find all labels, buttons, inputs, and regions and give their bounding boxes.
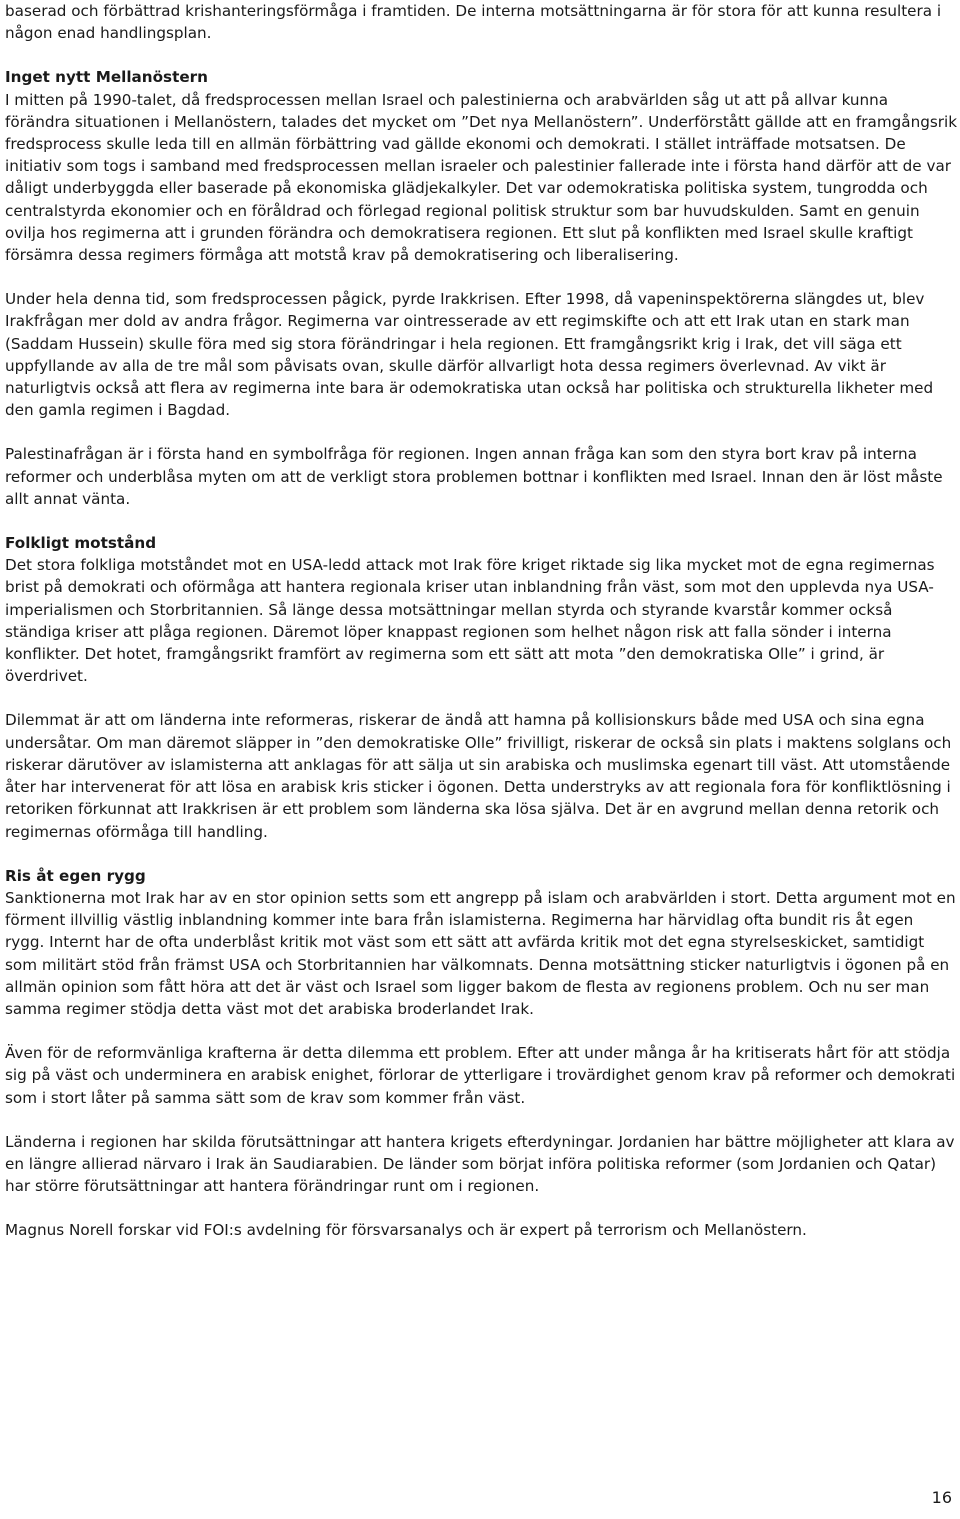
section-heading: Ris åt egen rygg xyxy=(5,866,146,885)
section-inget-nytt-mellanostern xyxy=(5,66,957,266)
paragraph-dilemmat: Dilemmat är att om länderna inte reformeras, riskerar de ändå att hamna på kollisionskurs både med USA och sina egna undersåtar. Om man däremot släpper in ”den demokratiske Olle” frivilligt, riskerar de också sin plats i maktens solglans och riskerar därutöver av islamisterna att anklagas för att sälja ut sin arabiska och muslimska egenart till väst. Att utomstående åter har intervenerat för att lösa en arabisk kris sticker i ögonen. Detta understryks av att regionala fora för konfliktlösning i retoriken förkunnat att Irakkrisen är ett problem som länderna ska lösa själva. Det är en avgrund mellan denna retorik och regimernas oförmåga till handling. xyxy=(5,711,952,841)
page-number: 16 xyxy=(931,1488,952,1507)
section-heading: Inget nytt Mellanöstern xyxy=(5,68,208,87)
paragraph-palestinafragan: Palestinafrågan är i första hand en symbolfråga för regionen. Ingen annan fråga kan som den styra bort krav på interna reformer och underblåsa myten om att de verkligt stora problemen bottnar i konflikten med Israel. Innan den är löst måste allt annat vänta. xyxy=(5,445,943,508)
section-heading: Folkligt motstånd xyxy=(5,534,157,553)
paragraph-irakkrisen: Under hela denna tid, som fredsprocessen pågick, pyrde Irakkrisen. Efter 1998, då vapeninspektörerna slängdes ut, blev Irakfrågan mer dold av andra frågor. Regimerna var ointresserade av ett regimskifte och att ett Irak utan en stark man (Saddam Hussein) skulle föra med sig stora förändringar i hela regionen. Ett framgångsrikt krig i Irak, det vill säga ett uppfyllande av alla de tre mål som påvisats ovan, skulle därför allvarligt hota dessa regimers överlevnad. Av vikt är naturligtvis också att flera av regimerna inte bara är odemokratiska utan också har politiska och strukturella likheter med den gamla regimen i Bagdad. xyxy=(5,290,934,420)
section-paragraph: Sanktionerna mot Irak har av en stor opinion setts som ett angrepp på islam och arabvärlden i stort. Detta argument mot en förment illvillig västlig inblandning kommer inte bara från islamisterna. Regimerna har härvidlag ofta bundit ris åt egen rygg. Internt har de ofta underblåst kritik mot väst som ett sätt att avfärda kritik mot det egna styrelseskicket, samtidigt som militärt stöd från främst USA och Storbritannien har välkomnats. Denna motsättning sticker naturligtvis i ögonen på en allmän opinion som fått höra att det är väst och Israel som ligger bakom de flesta av regionens problem. Och nu ser man samma regimer stödja detta väst mot det arabiska broderlandet Irak. xyxy=(5,888,956,1018)
section-ris-at-egen-rygg xyxy=(5,865,957,1020)
section-paragraph: Det stora folkliga motståndet mot en USA-ledd attack mot Irak före kriget riktade sig lika mycket mot de egna regimernas brist på demokrati och oförmåga att hantera regionala kriser utan inblandning från väst, som mot den upplevda nya USA-imperialismen och Storbritannien. Så länge dessa motsättningar mellan styrda och styrande kvarstår kommer också ständiga kriser att plåga regionen. Däremot löper knappast regionen som helhet någon risk att falla sönder i interna konflikter. Det hotet, framgångsrikt framfört av regimerna som ett sätt att mota ”den demokratiska Olle” i grind, är överdrivet. xyxy=(5,556,935,686)
author-note: Magnus Norell forskar vid FOI:s avdelning för försvarsanalys och är expert på terrorism och Mellanöstern. xyxy=(5,1221,807,1240)
section-paragraph: I mitten på 1990-talet, då fredsprocessen mellan Israel och palestinierna och arabvärlden såg ut att på allvar kunna förändra situationen i Mellanöstern, talades det mycket om ”Det nya Mellanöstern”. Underförstått gällde att en framgångsrik fredsprocess skulle leda till en allmän förbättring vad gällde ekonomi och demokrati. I stället inträffade motsatsen. De initiativ som togs i samband med fredsprocessen mellan israeler och palestinier fallerade inte i första hand därför att de var dåligt underbyggda eller baserade på ekonomiska glädjekalkyler. Det var odemokratiska politiska system, tungrodda och centralstyrda ekonomier och en föråldrad och förlegad regional politisk struktur som bar huvudskulden. Samt en genuin ovilja hos regimerna att i grunden förändra och demokratisera regionen. Ett slut på konflikten med Israel skulle kraftigt försämra dessa regimers förmåga att motstå krav på demokratisering och liberalisering. xyxy=(5,90,958,265)
intro-fragment: baserad och förbättrad krishanteringsförmåga i framtiden. De interna motsättningarna är för stora för att kunna resultera i någon enad handlingsplan. xyxy=(5,2,942,43)
paragraph-reformvanliga: Även för de reformvänliga krafterna är detta dilemma ett problem. Efter att under många år ha kritiserats hårt för att stödja sig på väst och underminera en arabisk enighet, förlorar de ytterligare i trovärdighet genom krav på reformer och demokrati som i stort låter på samma sätt som de krav som kommer från väst. xyxy=(5,1044,956,1107)
paragraph-landerna: Länderna i regionen har skilda förutsättningar att hantera krigets efterdyningar. Jordanien har bättre möjligheter att klara av en längre allierad närvaro i Irak än Saudiarabien. De länder som börjat införa politiska reformer (som Jordanien och Qatar) har större förutsättningar att hantera förändringar runt om i regionen. xyxy=(5,1132,955,1196)
section-folkligt-motstand xyxy=(5,532,957,687)
document-page xyxy=(5,0,957,1242)
